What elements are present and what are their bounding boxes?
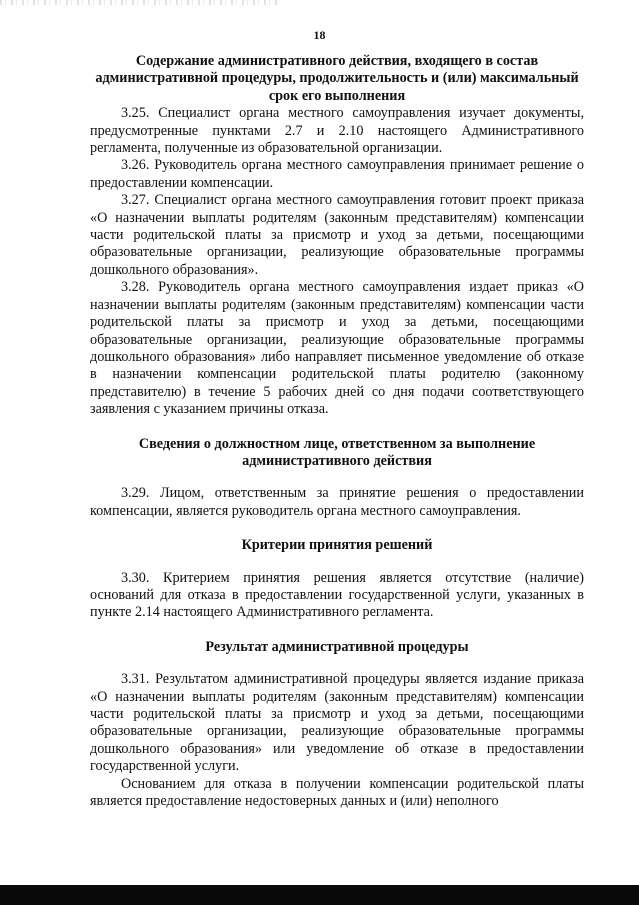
paragraph-3-27: 3.27. Специалист органа местного самоуправления готовит проект приказа «О назначении выплаты родителям (законным представителям) компенсации части родительской платы за присмотр и уход за детьми, посещающими образовательные организации, реализующие образовательные программы дошкольного образования». [90, 192, 584, 278]
spacer [90, 419, 584, 436]
scan-artifact-bottom [0, 885, 639, 905]
section-heading: Критерии принятия решений [241, 537, 433, 554]
section-action-content [90, 53, 584, 419]
spacer [90, 656, 584, 671]
paragraph-3-28: 3.28. Руководитель органа местного самоуправления издает приказ «О назначении выплаты родителям (законным представителям) компенсации части родительской платы за присмотр и уход за детьми, посещающими образовательные организации, реализующие образовательные программы дошкольного образования» либо направляет письменное уведомление об отказе в назначении компенсации родительской платы родителю (законному представителю) в течение 5 рабочих дней со дня подачи соответствующего заявления с указанием причины отказа. [90, 279, 584, 418]
spacer [90, 520, 584, 537]
paragraph-refusal-grounds: Основанием для отказа в получении компенсации родительской платы является предоставление недостоверных данных и (или) неполного [90, 775, 584, 810]
paragraph-3-25: 3.25. Специалист органа местного самоуправления изучает документы, предусмотренные пунктами 2.7 и 2.10 настоящего Административного регламента, полученные из образовательной организации. [90, 105, 584, 157]
paragraph-3-31: 3.31. Результатом административной процедуры является издание приказа «О назначении выплаты родителям (законным представителям) компенсации части родительской платы за присмотр и уход за детьми, посещающими образовательные организации, реализующие образовательные программы дошкольного образования» или уведомление об отказе в предоставлении государственной услуги. [90, 671, 584, 775]
section-heading: Содержание административного действия, входящего в состав административной процедуры, продолжительность и (или) максимальный срок его выполнения [95, 53, 579, 104]
document-body [90, 53, 584, 810]
spacer [90, 622, 584, 639]
spacer [90, 470, 584, 485]
section-heading: Сведения о должностном лице, ответственном за выполнение административного действия [138, 435, 536, 469]
section-heading: Результат административной процедуры [205, 638, 469, 655]
paragraph-3-29: 3.29. Лицом, ответственным за принятие решения о предоставлении компенсации, является руководитель органа местного самоуправления. [90, 485, 584, 519]
paragraph-3-30: 3.30. Критерием принятия решения является отсутствие (наличие) оснований для отказа в предоставлении государственной услуги, указанных в пункте 2.14 настоящего Административного регламента. [90, 569, 584, 621]
spacer [90, 555, 584, 570]
scan-artifact-top [0, 0, 280, 5]
section-responsible-official [90, 436, 584, 521]
section-decision-criteria [90, 537, 584, 622]
page-number: 18 [313, 28, 326, 42]
section-procedure-result [90, 639, 584, 811]
paragraph-3-26: 3.26. Руководитель органа местного самоуправления принимает решение о предоставлении компенсации. [90, 157, 584, 191]
